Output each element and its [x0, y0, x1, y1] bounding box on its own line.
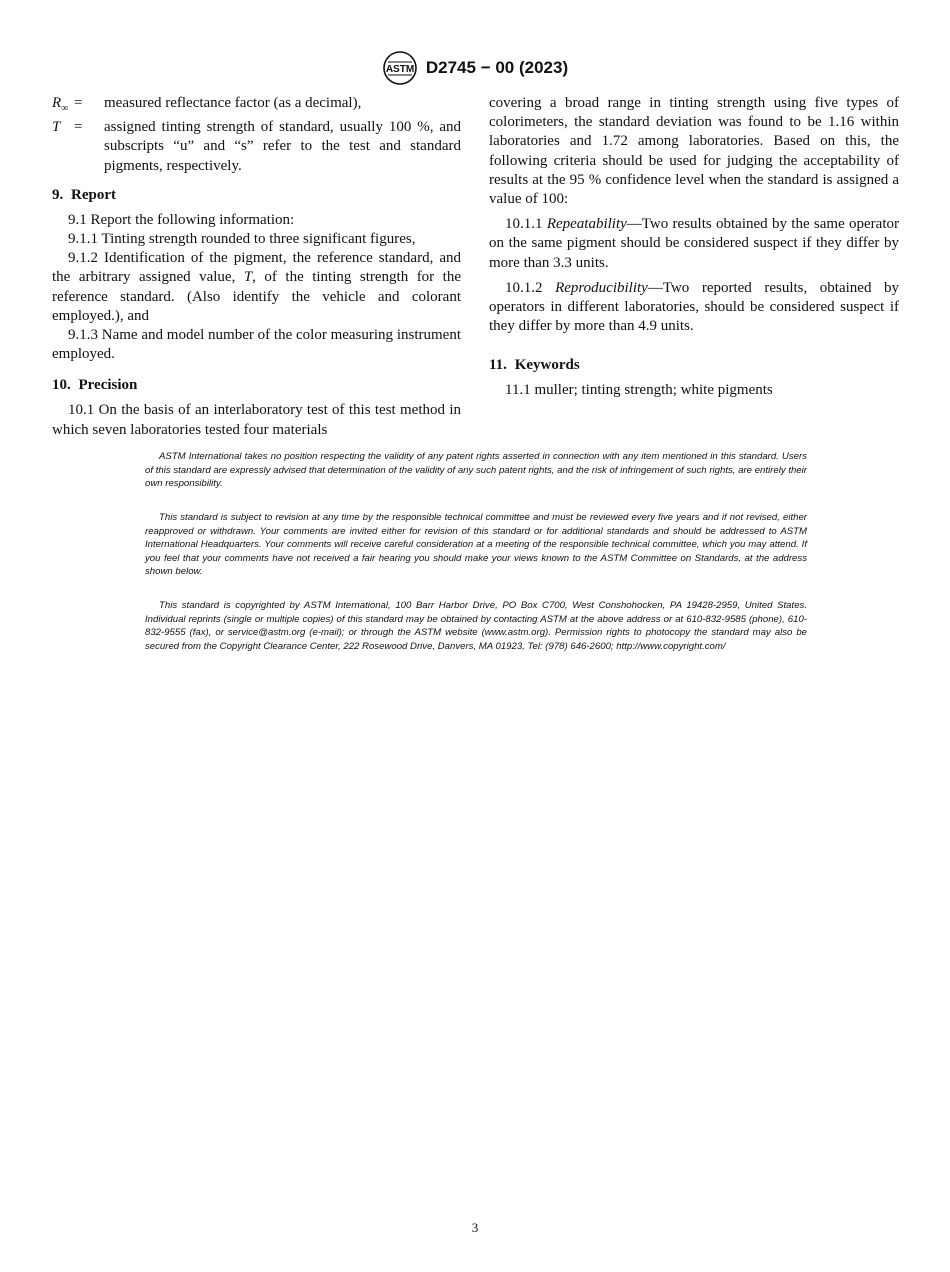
definition-text: measured reflectance factor (as a decimal), [104, 95, 362, 111]
paragraph-9-1: 9.1 Report the following information: [68, 211, 295, 228]
right-column [489, 94, 899, 401]
definition-item [52, 118, 461, 176]
section-heading-report: 9. Report [52, 186, 116, 203]
definition-symbol: R [52, 95, 62, 111]
svg-text:ASTM: ASTM [385, 64, 415, 75]
definition-subscript: ∞ [61, 103, 69, 114]
definition-symbol: T [52, 119, 61, 136]
page-header [0, 50, 950, 86]
paragraph-9-1-1: 9.1.1 Tinting strength rounded to three significant figures, [68, 231, 416, 248]
paragraph-10-1-2: 10.1.2 Reproducibility—Two reported results, obtained by operators in different laboratories, should be considered suspect if they differ by more than 4.9 units. [489, 279, 900, 335]
paragraph-9-1-3: 9.1.3 Name and model number of the color measuring instrument employed. [52, 327, 461, 363]
revision-notice: This standard is subject to revision at any time by the responsible technical committee and must be reviewed every five years and if not revised, either reapproved or withdrawn. Your comments are invited either for revision of this standard or for additional standards and should be addressed to ASTM International Headquarters. Your comments will receive careful consideration at a meeting of the responsible technical committee, which you may attend. If you feel that your comments have not received a fair hearing you should make your views known to the ASTM Committee on Standards, at the address shown below. [145, 512, 807, 578]
paragraph-11-1: 11.1 muller; tinting strength; white pigments [505, 382, 773, 399]
section-heading-precision: 10. Precision [52, 377, 138, 394]
astm-logo-icon [382, 50, 418, 86]
page-number: 3 [471, 1220, 479, 1235]
paragraph-10-1: 10.1 On the basis of an interlaboratory test of this test method in which seven laboratories tested four materials [52, 402, 461, 438]
definition-item [52, 94, 461, 118]
document-designation: D2745 − 00 (2023) [425, 58, 569, 77]
copyright-notice: This standard is copyrighted by ASTM International, 100 Barr Harbor Drive, PO Box C700, West Conshohocken, PA 19428-2959, United States. Individual reprints (single or multiple copies) of this standard may be obtained by contacting ASTM at the above address or at 610-832-9585 (phone), 610-832-9555 (fax), or service@astm.org (e-mail); or through the ASTM website (www.astm.org). Permission rights to photocopy the standard may also be secured from the Copyright Clearance Center, 222 Rosewood Drive, Danvers, MA 01923, Tel: (978) 646-2600; http://www.copyright.com/ [145, 600, 807, 652]
paragraph-9-1-2: 9.1.2 Identification of the pigment, the reference standard, and the arbitrary assigned value, T, of the tinting strength for the reference standard. (Also identify the vehicle and colorant employed.), and [52, 250, 461, 324]
equals-sign: = [74, 95, 83, 111]
paragraph-10-1-1: 10.1.1 Repeatability—Two results obtained by the same operator on the same pigment should be considered suspect if they differ by more than 3.3 units. [489, 216, 899, 271]
definition-text: assigned tinting strength of standard, usually 100 %, and subscripts “u” and “s” refer to the test and standard pigments, respectively. [104, 119, 461, 174]
definition-list [52, 94, 461, 176]
patent-notice: ASTM International takes no position respecting the validity of any patent rights asserted in connection with any item mentioned in this standard. Users of this standard are expressly advised that determination of the validity of any such patent rights, and the risk of infringement of such rights, are entirely their own responsibility. [145, 451, 807, 490]
left-column [52, 94, 461, 440]
paragraph-10-1-continued: covering a broad range in tinting strength using five types of colorimeters, the standard deviation was found to be 1.16 within laboratories and 1.72 among laboratories. Based on this, the following criteria should be used for judging the acceptability of results at the 95 % confidence level when the standard is assigned a value of 100: [489, 95, 899, 208]
equals-sign: = [74, 119, 83, 136]
section-heading-keywords: 11. Keywords [489, 357, 580, 374]
